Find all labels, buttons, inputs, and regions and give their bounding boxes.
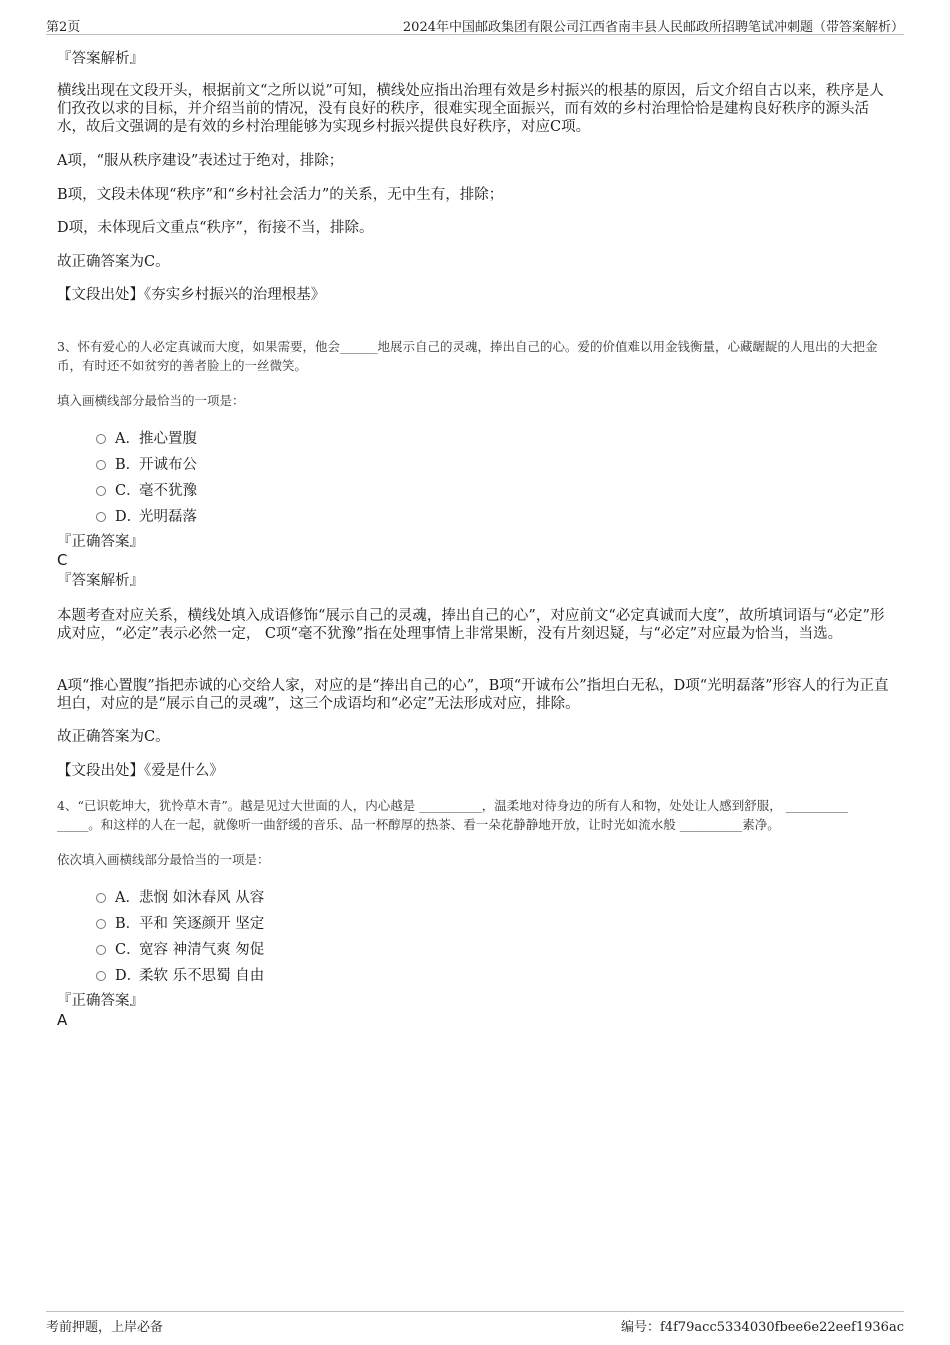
q3-correct-answer: C [57,551,68,569]
q4-prompt: 依次填入画横线部分最恰当的一项是： [57,852,270,867]
document-id: 编号：f4f79acc5334030fbee6e22eef1936ac [621,1320,904,1335]
q2-analysis-p4: D项，未体现后文重点“秩序”，衔接不当，排除。 [57,220,374,236]
radio-icon[interactable] [96,512,106,522]
q3-correct-title: 『正确答案』 [57,534,144,550]
q3-analysis-p2: A项“推心置腹”指把赤诚的心交给人家，对应的是“捧出自己的心”，B项“开诚布公”指坦白无私，D项“光明磊落”形容人的行为正直坦白，对应的是“展示自己的灵魂”，这三个成语均和“必定”无法形成对应，排除。 [57,678,889,712]
q3-analysis-p3: 故正确答案为C。 [57,729,170,745]
radio-icon[interactable] [96,945,106,955]
q3-option-c[interactable]: C．毫不犹豫 [96,479,197,500]
q4-option-b[interactable]: B．平和 笑逐颜开 坚定 [96,912,264,933]
q4-correct-answer: A [57,1011,68,1029]
q4-option-a[interactable]: A．悲悯 如沐春风 从容 [96,886,264,907]
q4-correct-title: 『正确答案』 [57,993,144,1009]
radio-icon[interactable] [96,971,106,981]
q2-analysis-p3: B项，文段未体现“秩序”和“乡村社会活力”的关系，无中生有，排除； [57,187,504,203]
q3-prompt: 填入画横线部分最恰当的一项是： [57,393,245,408]
document-title: 2024年中国邮政集团有限公司江西省南丰县人民邮政所招聘笔试冲刺题（带答案解析） [402,20,904,35]
q3-stem: 3、怀有爱心的人必定真诚而大度，如果需要，他会______地展示自己的灵魂，捧出自己的心。爱的价值难以用金钱衡量，心藏龌龊的人甩出的大把金币，有时还不如贫穷的善者脸上的一丝微笑。 [57,339,878,373]
q3-source: 【文段出处】《爱是什么》 [57,763,224,779]
page-header [46,14,904,35]
q3-option-b[interactable]: B．开诚布公 [96,453,197,474]
q2-analysis-p1: 横线出现在文段开头，根据前文“之所以说”可知，横线处应指出治理有效是乡村振兴的根基的原因，后文介绍自古以来，秩序是人们孜孜以求的目标，并介绍当前的情况，没有良好的秩序，很难实现全面振兴，而有效的乡村治理恰恰是建构良好秩序的源头活水，故后文强调的是有效的乡村治理能够为实现乡村振兴提供良好秩序，对应C项。 [57,83,884,135]
radio-icon[interactable] [96,919,106,929]
radio-icon[interactable] [96,486,106,496]
page-number: 第2页 [46,20,81,35]
radio-icon[interactable] [96,460,106,470]
q3-option-d[interactable]: D．光明磊落 [96,505,197,526]
q3-option-a[interactable]: A．推心置腹 [96,427,197,448]
q3-analysis-p1: 本题考查对应关系，横线处填入成语修饰“展示自己的灵魂，捧出自己的心”，对应前文“必定真诚而大度”，故所填词语与“必定”形成对应，“必定”表示必然一定， C项“毫不犹豫”指在处理事情上非常果断，没有片刻迟疑，与“必定”对应最为恰当，当选。 [57,608,885,642]
page-footer [46,1311,904,1334]
radio-icon[interactable] [96,893,106,903]
q3-analysis-title: 『答案解析』 [57,573,144,589]
radio-icon[interactable] [96,434,106,444]
q2-analysis-title: 『答案解析』 [57,51,144,67]
q4-option-c[interactable]: C．宽容 神清气爽 匆促 [96,938,264,959]
q2-analysis-p2: A项，“服从秩序建设”表述过于绝对，排除； [57,153,344,169]
footer-slogan: 考前押题，上岸必备 [46,1320,164,1335]
q2-analysis-p5: 故正确答案为C。 [57,254,170,270]
q2-source: 【文段出处】《夯实乡村振兴的治理根基》 [57,287,326,303]
q4-stem: 4、“已识乾坤大，犹怜草木青”。越是见过大世面的人，内心越是 __________，温柔地对待身边的所有人和物，处处让人感到舒服， __________ _____。和这样的人在一起，就像听一曲舒缓的音乐、品一杯醇厚的热茶、看一朵花静静地开放，让时光如流水般 __________素净。 [57,798,849,832]
q4-option-d[interactable]: D．柔软 乐不思蜀 自由 [96,964,264,985]
